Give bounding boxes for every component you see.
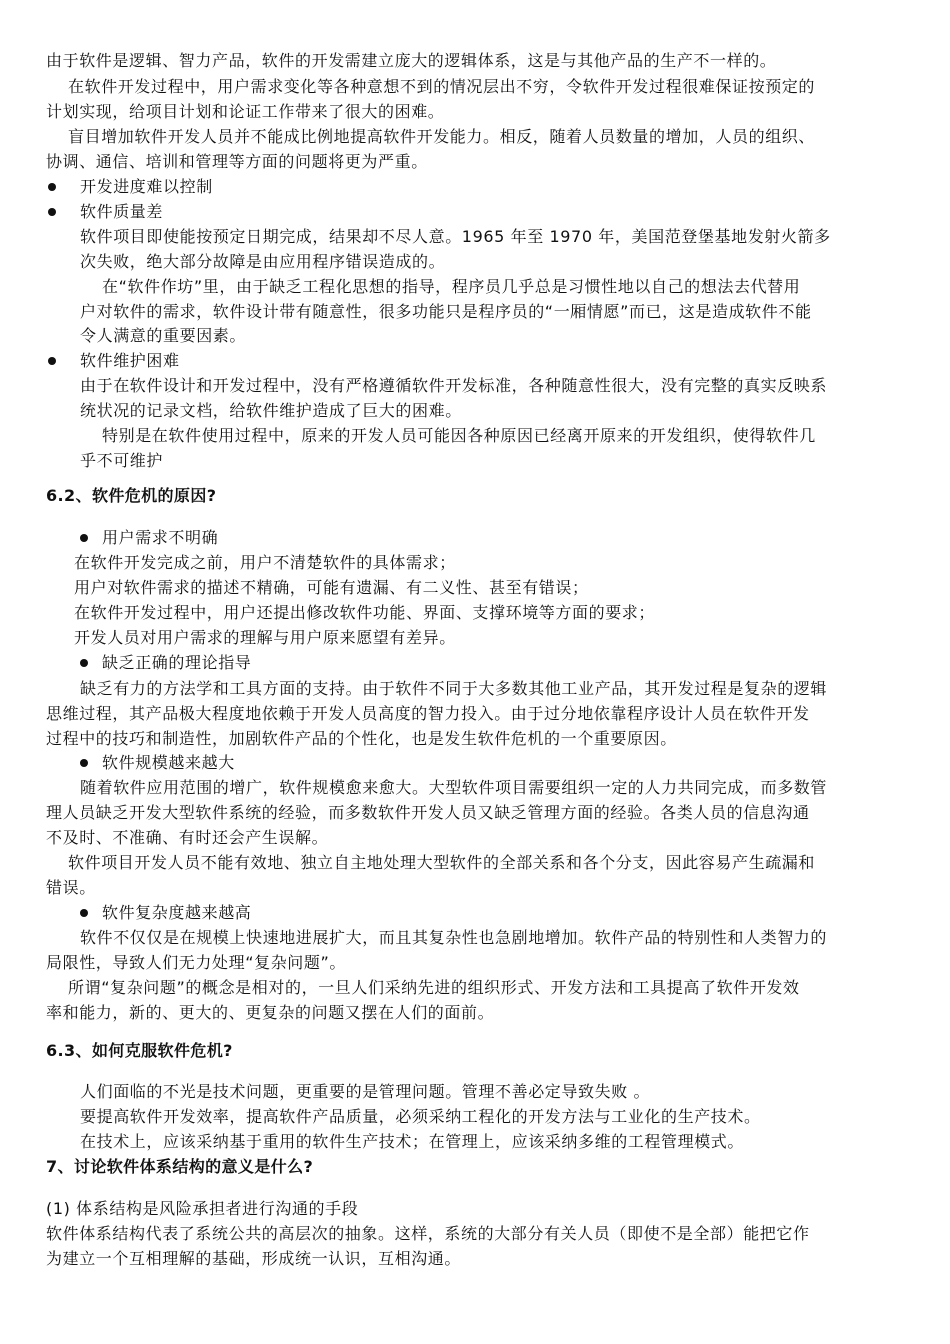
text-line: 所谓“复杂问题”的概念是相对的，一旦人们采纳先进的组织形式、开发方法和工具提高了软件开发效 xyxy=(68,978,800,997)
text-line: 软件不仅仅是在规模上快速地进展扩大，而且其复杂性也急剧地增加。软件产品的特别性和人类智力的 xyxy=(80,928,828,947)
bullet-item: 软件维护困难 xyxy=(80,351,180,370)
text-line: 计划实现，给项目计划和论证工作带来了很大的困难。 xyxy=(46,102,445,121)
section-heading: 7、讨论软件体系结构的意义是什么? xyxy=(46,1157,314,1176)
bullet-item: 缺乏正确的理论指导 xyxy=(102,653,252,672)
bullet-icon xyxy=(48,183,56,191)
text-line: 理人员缺乏开发大型软件系统的经验，而多数软件开发人员又缺乏管理方面的经验。各类人员的信息沟通 xyxy=(46,803,810,822)
bullet-item: 软件规模越来越大 xyxy=(102,753,235,772)
bullet-icon xyxy=(48,208,56,216)
text-line: 在“软件作坊”里，由于缺乏工程化思想的指导，程序员几乎总是习惯性地以自己的想法去代替用 xyxy=(102,277,801,296)
text-line: 随着软件应用范围的增广，软件规模愈来愈大。大型软件项目需要组织一定的人力共同完成，而多数管 xyxy=(80,778,828,797)
bullet-item: 软件质量差 xyxy=(80,202,164,221)
text-line: 错误。 xyxy=(46,878,96,897)
text-line: 次失败，绝大部分故障是由应用程序错误造成的。 xyxy=(80,252,446,271)
text-line: 户对软件的需求，软件设计带有随意性，很多功能只是程序员的“一厢情愿”而已，这是造成软件不能 xyxy=(80,302,812,321)
text-line: 思维过程，其产品极大程度地依赖于开发人员高度的智力投入。由于过分地依靠程序设计人员在软件开发 xyxy=(46,704,810,723)
text-line: 在软件开发完成之前，用户不清楚软件的具体需求； xyxy=(74,553,456,572)
text-line: 统状况的记录文档，给软件维护造成了巨大的困难。 xyxy=(80,401,462,420)
bullet-icon xyxy=(80,909,88,917)
text-line: 不及时、不准确、有时还会产生误解。 xyxy=(46,828,329,847)
bullet-icon xyxy=(80,759,88,767)
text-line: 缺乏有力的方法学和工具方面的支持。由于软件不同于大多数其他工业产品，其开发过程是复杂的逻辑 xyxy=(80,679,828,698)
text-line: 开发人员对用户需求的理解与用户原来愿望有差异。 xyxy=(74,628,456,647)
text-line: 软件体系结构代表了系统公共的高层次的抽象。这样，系统的大部分有关人员（即使不是全部）能把它作 xyxy=(46,1224,810,1243)
text-line: 要提高软件开发效率，提高软件产品质量，必须采纳工程化的开发方法与工业化的生产技术。 xyxy=(80,1107,761,1126)
text-line: (1) 体系结构是风险承担者进行沟通的手段 xyxy=(46,1199,359,1218)
text-line: 令人满意的重要因素。 xyxy=(80,326,247,345)
text-line: 过程中的技巧和制造性，加剧软件产品的个性化，也是发生软件危机的一个重要原因。 xyxy=(46,729,677,748)
bullet-item: 软件复杂度越来越高 xyxy=(102,903,252,922)
bullet-icon xyxy=(80,659,88,667)
text-line: 在技术上，应该采纳基于重用的软件生产技术；在管理上，应该采纳多维的工程管理模式。 xyxy=(80,1132,745,1151)
text-line: 局限性，导致人们无力处理“复杂问题”。 xyxy=(46,953,346,972)
text-line: 协调、通信、培训和管理等方面的问题将更为严重。 xyxy=(46,152,428,171)
text-line: 由于在软件设计和开发过程中，没有严格遵循软件开发标准，各种随意性很大，没有完整的真实反映系 xyxy=(80,376,828,395)
section-heading: 6.2、软件危机的原因? xyxy=(46,486,217,505)
bullet-item: 开发进度难以控制 xyxy=(80,177,213,196)
text-line: 率和能力，新的、更大的、更复杂的问题又摆在人们的面前。 xyxy=(46,1003,495,1022)
section-heading: 6.3、如何克服软件危机? xyxy=(46,1041,233,1060)
bullet-icon xyxy=(80,534,88,542)
bullet-item: 用户需求不明确 xyxy=(102,528,219,547)
text-line: 盲目增加软件开发人员并不能成比例地提高软件开发能力。相反，随着人员数量的增加，人员的组织、 xyxy=(68,127,816,146)
text-line: 用户对软件需求的描述不精确，可能有遗漏、有二义性、甚至有错误； xyxy=(74,578,589,597)
text-line: 人们面临的不光是技术问题，更重要的是管理问题。管理不善必定导致失败 。 xyxy=(80,1082,651,1101)
text-line: 为建立一个互相理解的基础，形成统一认识，互相沟通。 xyxy=(46,1249,462,1268)
text-line: 软件项目开发人员不能有效地、独立自主地处理大型软件的全部关系和各个分支，因此容易产生疏漏和 xyxy=(68,853,816,872)
text-line: 在软件开发过程中，用户需求变化等各种意想不到的情况层出不穷，令软件开发过程很难保证按预定的 xyxy=(68,77,816,96)
text-line: 软件项目即使能按预定日期完成，结果却不尽人意。1965 年至 1970 年，美国范登堡基地发射火箭多 xyxy=(80,227,831,246)
text-line: 特别是在软件使用过程中，原来的开发人员可能因各种原因已经离开原来的开发组织，使得软件几 xyxy=(102,426,816,445)
bullet-icon xyxy=(48,357,56,365)
text-line: 由于软件是逻辑、智力产品，软件的开发需建立庞大的逻辑体系，这是与其他产品的生产不一样的。 xyxy=(46,51,777,70)
text-line: 在软件开发过程中，用户还提出修改软件功能、界面、支撑环境等方面的要求； xyxy=(74,603,656,622)
text-line: 乎不可维护 xyxy=(80,451,164,470)
